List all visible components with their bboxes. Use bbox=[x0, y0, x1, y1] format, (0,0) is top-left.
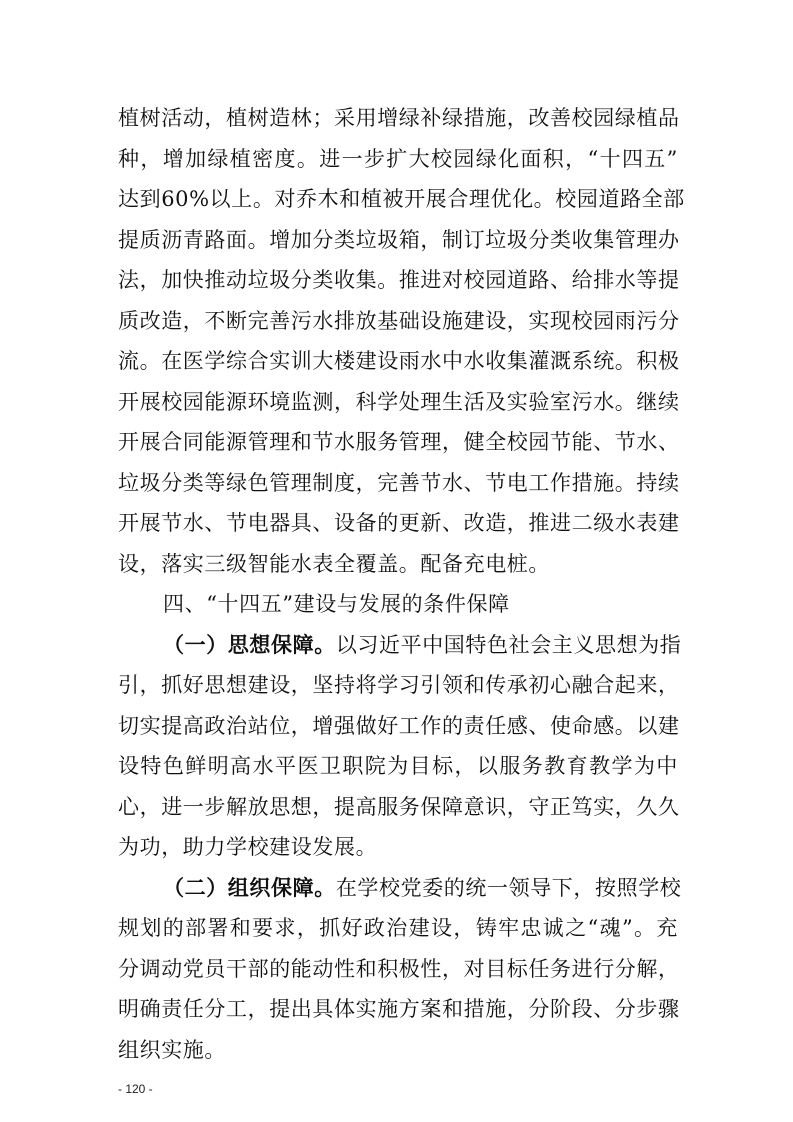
body-line: 分调动党员干部的能动性和积极性，对目标任务进行分解， bbox=[118, 956, 680, 981]
body-line: 设特色鲜明高水平医卫职院为目标，以服务教育教学为中 bbox=[118, 754, 678, 778]
body-line: 植树活动，植树造林；采用增绿补绿措施，改善校园绿植品 bbox=[118, 106, 680, 130]
paragraph-text: 在学校党委的统一领导下，按照学校 bbox=[335, 875, 682, 900]
body-line: 垃圾分类等绿色管理制度，完善节水、节电工作措施。持续 bbox=[118, 470, 680, 495]
body-line: 设，落实三级智能水表全覆盖。配备充电桩。 bbox=[118, 551, 550, 576]
paragraph-first-line bbox=[163, 874, 682, 902]
body-line: 流。在医学综合实训大楼建设雨水中水收集灌溉系统。积极 bbox=[118, 349, 680, 373]
paragraph-first-line bbox=[163, 631, 682, 659]
paragraph-text: 以习近平中国特色社会主义思想为指 bbox=[335, 632, 682, 657]
body-line: 规划的部署和要求，抓好政治建设，铸牢忠诚之“魂”。充 bbox=[118, 916, 678, 940]
body-line: 质改造，不断完善污水排放基础设施建设，实现校园雨污分 bbox=[118, 308, 680, 333]
body-line: 切实提高政治站位，增强做好工作的责任感、使命感。以建 bbox=[118, 713, 680, 738]
body-line: 开展合同能源管理和节水服务管理，健全校园节能、节水、 bbox=[118, 430, 680, 454]
body-line: 法，加快推动垃圾分类收集。推进对校园道路、给排水等提 bbox=[118, 268, 680, 292]
body-line: 组织实施。 bbox=[118, 1037, 226, 1062]
body-line: 开展节水、节电器具、设备的更新、改造，推进二级水表建 bbox=[118, 511, 680, 535]
page-number: - 120 - bbox=[118, 1082, 153, 1096]
body-line: 开展校园能源环境监测，科学处理生活及实验室污水。继续 bbox=[118, 389, 680, 414]
body-line: 种，增加绿植密度。进一步扩大校园绿化面积，“十四五” bbox=[118, 146, 678, 171]
section-heading: 四、“十四五”建设与发展的条件保障 bbox=[163, 592, 510, 616]
paragraph-label: （二）组织保障。 bbox=[163, 874, 336, 900]
body-line: 为功，助力学校建设发展。 bbox=[118, 835, 378, 859]
paragraph-label: （一）思想保障。 bbox=[163, 631, 336, 657]
body-line: 明确责任分工，提出具体实施方案和措施，分阶段、分步骤 bbox=[118, 997, 680, 1021]
body-line: 心，进一步解放思想，提高服务保障意识，守正笃实，久久 bbox=[118, 794, 680, 819]
body-line: 达到60%以上。对乔木和植被开展合理优化。校园道路全部 bbox=[118, 187, 685, 211]
body-line: 引，抓好思想建设，坚持将学习引领和传承初心融合起来， bbox=[118, 673, 680, 697]
body-line: 提质沥青路面。增加分类垃圾箱，制订垃圾分类收集管理办 bbox=[118, 227, 680, 252]
